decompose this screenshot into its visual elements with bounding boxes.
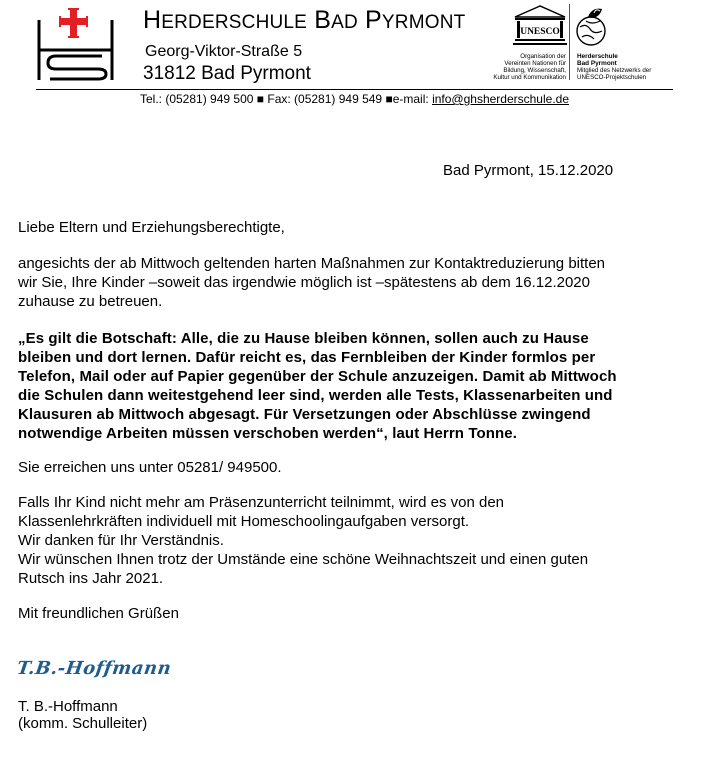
globe-icon [574, 5, 608, 49]
paragraph-intro: angesichts der ab Mittwoch geltenden harten Maßnahmen zur Kontaktreduzierung bitten wir Sie, Ihre Kinder –soweit das irgendwie möglich ist –spätestens ab dem 16.12.2020 zuhause zu betreuen. [18, 255, 606, 310]
signer-role: (komm. Schulleiter) [18, 715, 148, 732]
school-street: Georg-Viktor-Straße 5 [145, 43, 303, 60]
signer-name: T. B.-Hoffmann [18, 698, 118, 715]
contact-line: Tel.: (05281) 949 500 ■ Fax: (05281) 949 549 ■e-mail: info@ghsherderschule.de [140, 92, 569, 106]
school-logo [36, 8, 116, 84]
header-rule [36, 89, 673, 90]
salutation: Liebe Eltern und Erziehungsberechtigte, [18, 219, 285, 236]
paragraph-phone: Sie erreichen uns unter 05281/ 949500. [18, 459, 282, 476]
bullet-icon: ■ [256, 92, 265, 106]
school-name: HERDERSCHULE BAD PYRMONT [143, 6, 466, 34]
school-city: 31812 Bad Pyrmont [143, 63, 311, 84]
logo-divider [569, 4, 570, 80]
unesco-temple-icon [512, 5, 568, 49]
unesco-word: UNESCO [520, 27, 560, 37]
bullet-icon: ■ [385, 92, 393, 106]
unesco-caption: Organisation der Vereinten Nationen für Bildung, Wissenschaft, Kultur und Kommunikation [493, 53, 566, 81]
network-caption: Herderschule Bad Pyrmont Mitglied des Netzwerks der UNESCO-Projektschulen [577, 53, 652, 81]
email-link[interactable]: info@ghsherderschule.de [432, 92, 569, 106]
letter-date: Bad Pyrmont, 15.12.2020 [443, 162, 614, 179]
paragraph-homeschooling: Falls Ihr Kind nicht mehr am Präsenzunterricht teilnimmt, wird es von den Klassenlehrkräften individuell mit Homeschoolingaufgaben versorgt. Wir danken für Ihr Verständnis. Wir wünschen Ihnen trotz der Umstände eine schöne Weihnachtszeit und einen guten Rutsch ins Jahr 2021. [18, 494, 589, 587]
paragraph-quote: „Es gilt die Botschaft: Alle, die zu Hause bleiben können, sollen auch zu Hause bleiben und dort lernen. Dafür reicht es, das Fernbleiben der Kinder formlos per Telefon, Mail oder auf Papier gegenüber der Schule anzuzeigen. Damit ab Mittwoch die Schulen dann weitestgehend leer sind, werden alle Tests, Klassenarbeiten und Klausuren ab Mittwoch abgesagt. Für Versetzungen oder Abschlüsse zwingend notwendige Arbeiten müssen verschoben werden“, laut Herrn Tonne. [18, 330, 617, 442]
handwritten-signature: T.B.-Hoffmann [15, 658, 173, 679]
closing-phrase: Mit freundlichen Grüßen [18, 605, 179, 622]
cross-icon [59, 8, 88, 38]
